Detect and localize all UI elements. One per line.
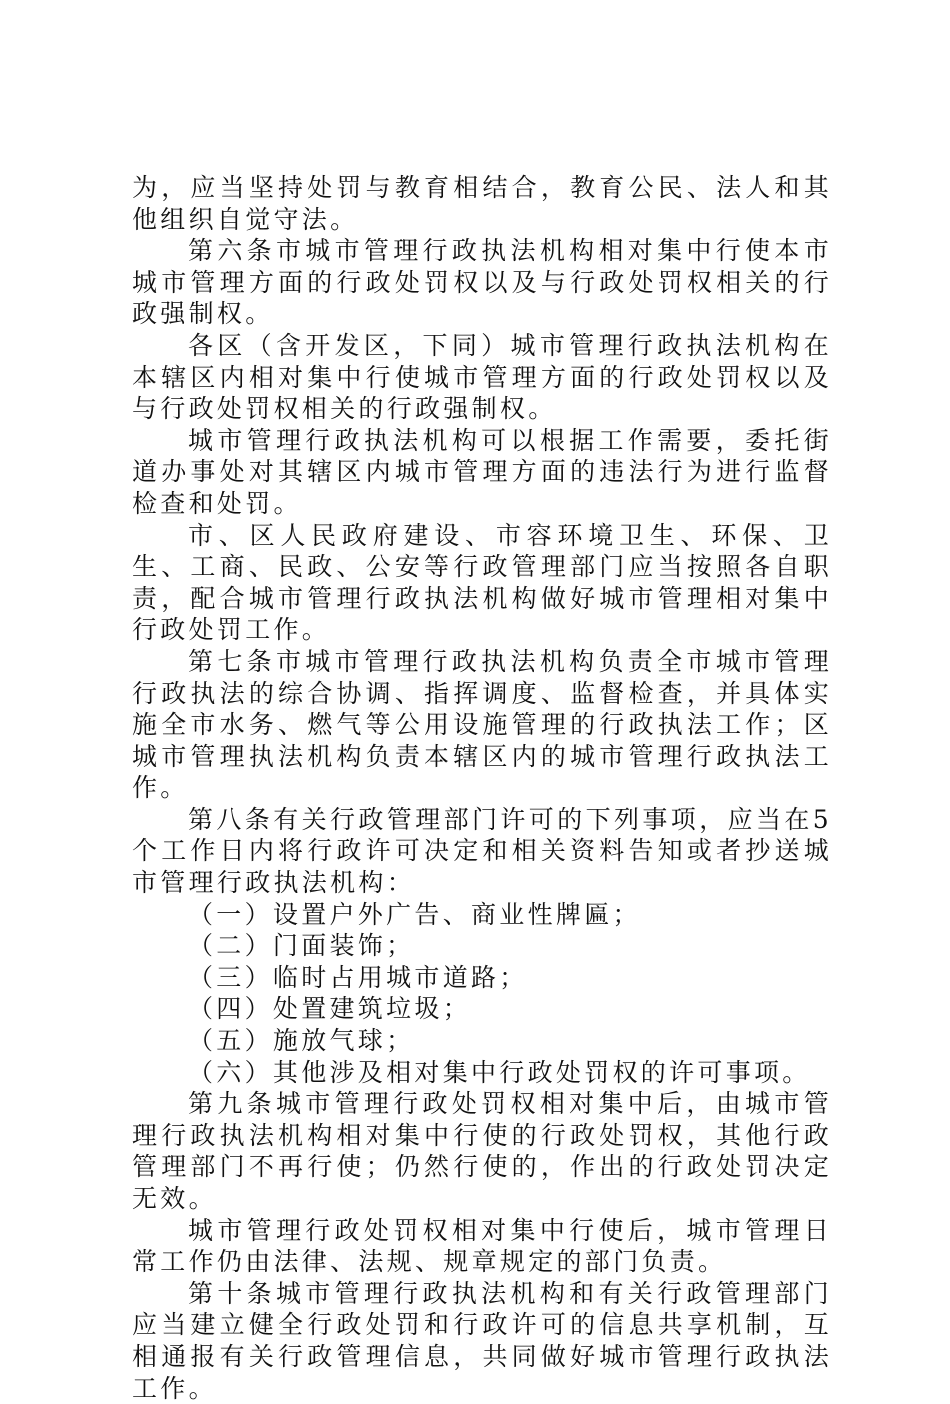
list-item: （二）门面装饰； xyxy=(188,931,415,961)
list-item: （六）其他涉及相对集中行政处罚权的许可事项。 xyxy=(188,1057,811,1087)
paragraph: 城市管理行政执法机构可以根据工作需要，委托街道办事处对其辖区内城市管理方面的违法行为进行监督检查和处罚。 xyxy=(132,425,832,518)
list-item: （三）临时占用城市道路； xyxy=(188,962,528,992)
list-item: （四）处置建筑垃圾； xyxy=(188,994,472,1024)
document-body xyxy=(132,172,832,1404)
paragraph: 第六条市城市管理行政执法机构相对集中行使本市城市管理方面的行政处罚权以及与行政处罚权相关的行政强制权。 xyxy=(132,236,832,329)
paragraph: 第九条城市管理行政处罚权相对集中后，由城市管理行政执法机构相对集中行使的行政处罚权，其他行政管理部门不再行使；仍然行使的，作出的行政处罚决定无效。 xyxy=(132,1089,832,1213)
paragraph: 为，应当坚持处罚与教育相结合，教育公民、法人和其他组织自觉守法。 xyxy=(132,173,832,234)
paragraph: 第七条市城市管理行政执法机构负责全市城市管理行政执法的综合协调、指挥调度、监督检查，并具体实施全市水务、燃气等公用设施管理的行政执法工作；区城市管理执法机构负责本辖区内的城市管理行政执法工作。 xyxy=(132,646,832,803)
paragraph: 各区（含开发区，下同）城市管理行政执法机构在本辖区内相对集中行使城市管理方面的行政处罚权以及与行政处罚权相关的行政强制权。 xyxy=(132,330,832,424)
list-item: （五）施放气球； xyxy=(188,1026,415,1056)
list-item: （一）设置户外广告、商业性牌匾； xyxy=(188,899,641,929)
paragraph: 第十条城市管理行政执法机构和有关行政管理部门应当建立健全行政处罚和行政许可的信息共享机制，互相通报有关行政管理信息，共同做好城市管理行政执法工作。 xyxy=(132,1278,832,1403)
paragraph: 城市管理行政处罚权相对集中行使后，城市管理日常工作仍由法律、法规、规章规定的部门负责。 xyxy=(132,1215,832,1277)
paragraph: 第八条有关行政管理部门许可的下列事项，应当在5个工作日内将行政许可决定和相关资料告知或者抄送城市管理行政执法机构： xyxy=(132,804,832,898)
paragraph: 市、区人民政府建设、市容环境卫生、环保、卫生、工商、民政、公安等行政管理部门应当按照各自职责，配合城市管理行政执法机构做好城市管理相对集中行政处罚工作。 xyxy=(132,520,832,645)
